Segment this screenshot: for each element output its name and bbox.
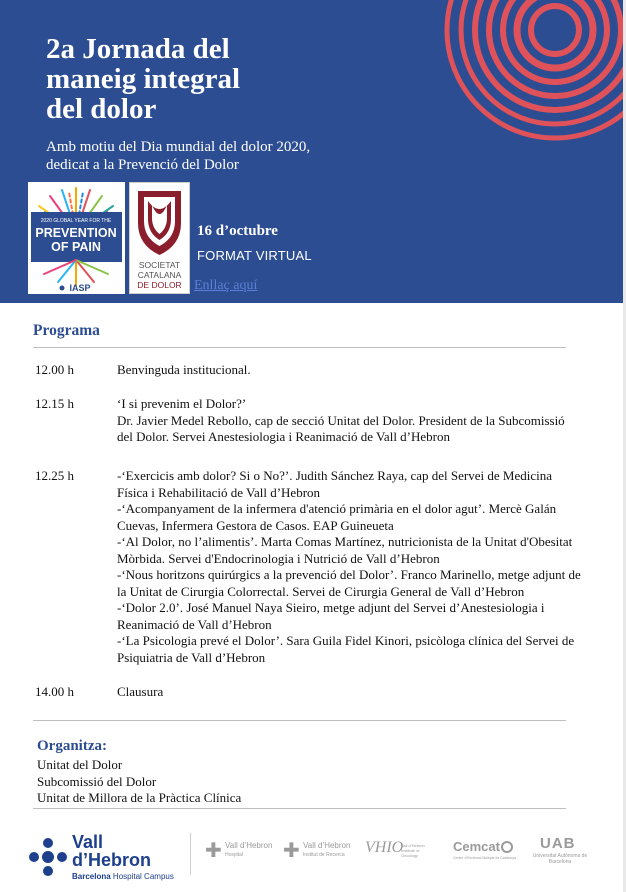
organizers-list: [37, 757, 241, 807]
program-line: Mòrbida. Servei d'Endocrinologia i Nutrició de Vall d’Hebron: [117, 550, 440, 566]
scd-shield-icon: [130, 183, 189, 293]
program-line: -‘Nous horitzons quirúrgics a la prevenció del Dolor’. Franco Marinello, metge adjunt de: [117, 567, 581, 582]
program-line: -‘Exercicis amb dolor? Si o No?’. Judith Sánchez Raya, cap del Servei de Medicina: [117, 468, 552, 483]
organizer-item: Subcomissió del Dolor: [37, 773, 157, 789]
program-description: [117, 362, 617, 379]
footer-logo-name: Vall d’Hebron: [225, 841, 273, 850]
program-line: Física i Rehabilitació de Vall d’Hebron: [117, 484, 321, 500]
footer-logo-sub: Institut de Recerca: [303, 852, 345, 858]
logo-pain-line1: PREVENTION: [35, 226, 117, 240]
event-format: FORMAT VIRTUAL: [197, 248, 312, 263]
logo-pain-line2: OF PAIN: [51, 240, 101, 254]
hospital-cross-icon: ✚: [205, 840, 222, 862]
program-line: Reanimació de Vall d’Hebron: [117, 616, 272, 632]
vdh-name-line2: d’Hebron: [72, 850, 151, 870]
footer-logo-name: UAB: [540, 835, 576, 852]
program-line: Dr. Javier Medel Rebollo, cap de secció Unitat del Dolor. President de la Subcomissió: [117, 412, 565, 428]
title-line: maneig integral: [46, 63, 241, 95]
footer-logo-sub: Vall d’Hebron Institute of Oncology: [401, 843, 425, 858]
program-description: [117, 684, 617, 701]
title-line: 2a Jornada del: [46, 33, 230, 65]
program-line: la Unitat de Cirurgia Colorrectal. Servei de Cirurgia General de Vall d’Hebron: [117, 583, 525, 599]
footer-logo-sub: Centre d’Esclerosi Múltiple de Catalunya: [453, 856, 517, 860]
organitza-title: Organitza:: [37, 738, 107, 754]
footer-separator: [190, 833, 191, 875]
program-time: 12.25 h: [35, 468, 74, 483]
vdh-campus: Hospital Campus: [112, 872, 174, 881]
logo-pain-org: IASP: [69, 283, 91, 293]
program-line: ‘I si prevenim el Dolor?’: [117, 396, 247, 411]
footer-logo-sub: Universitat Autònoma de Barcelona: [532, 853, 588, 865]
logo-scd-line1: SOCIETAT: [138, 260, 181, 270]
event-date: 16 d’octubre: [197, 223, 278, 239]
logo-pain-top-text: 2020 GLOBAL YEAR FOR THE: [40, 218, 112, 224]
logo-scd-line2: CATALANA: [137, 270, 182, 280]
program-line: Psiquiatria de Vall d’Hebron: [117, 649, 266, 665]
logo-scd-line3: DE DOLOR: [137, 280, 182, 290]
footer-logo-name: Vall d’Hebron: [303, 841, 351, 850]
divider: [33, 347, 566, 348]
program-description: [117, 396, 617, 446]
vall-hebron-campus-logo: [28, 833, 188, 885]
program-line: Cuevas, Infermera Gestora de Casos. EAP Guineueta: [117, 517, 394, 533]
subtitle-line: Amb motiu del Dia mundial del dolor 2020,: [46, 139, 311, 155]
footer-logo-name: Cemcat: [453, 839, 500, 854]
divider: [33, 720, 566, 721]
program-line: -‘Al Dolor, no l’alimentis’. Marta Comas Martínez, nutricionista de la Unitat d'Obesitat: [117, 534, 573, 549]
prevention-of-pain-logo: [28, 182, 125, 294]
footer-logos: [0, 825, 623, 892]
divider: [33, 808, 566, 809]
program-line: -‘Dolor 2.0’. José Manuel Naya Sieiro, metge adjunt del Servei d’Anestesiologia i: [117, 600, 545, 615]
subtitle-line: dedicat a la Prevenció del Dolor: [46, 157, 239, 173]
organizer-item: Unitat del Dolor: [37, 757, 123, 772]
registration-link[interactable]: Enllaç aquí: [194, 278, 258, 293]
program-time: 14.00 h: [35, 684, 74, 699]
program-line: -‘Acompanyament de la infermera d'atenció primària en el dolor agut’. Mercè Galán: [117, 501, 557, 516]
program-description: [117, 468, 617, 666]
vall-hebron-cross-icon: [28, 837, 68, 877]
title-line: del dolor: [46, 93, 157, 125]
event-title: [46, 34, 240, 124]
program-time: 12.15 h: [35, 396, 74, 411]
vdh-city: Barcelona: [72, 872, 111, 881]
programa-title: Programa: [33, 322, 100, 339]
iasp-starburst-icon: [28, 182, 125, 294]
footer-logo-name: VHIO: [365, 839, 404, 856]
header-banner: [0, 0, 623, 303]
vdh-campus-caption: [72, 872, 174, 881]
societat-catalana-dolor-logo: [129, 182, 190, 294]
program-line: del Dolor. Servei Anestesiologia i Reanimació de Vall d’Hebron: [117, 429, 450, 444]
research-cross-icon: ✚: [283, 840, 300, 862]
event-subtitle: [46, 138, 310, 174]
program-time: 12.00 h: [35, 362, 74, 377]
program-line: -‘La Psicologia prevé el Dolor’. Sara Guila Fidel Kinori, psicòloga clínica del Servei de: [117, 633, 575, 648]
footer-logo-sub: Hospital: [225, 852, 244, 858]
vdh-name-line1: Vall: [72, 832, 104, 852]
program-line: Clausura: [117, 684, 164, 699]
cemcat-circle-icon: [501, 841, 513, 853]
program-line: Benvinguda institucional.: [117, 362, 251, 377]
organizer-item: Unitat de Millora de la Pràctica Clínica: [37, 790, 242, 805]
target-rings-graphic: [430, 0, 623, 155]
